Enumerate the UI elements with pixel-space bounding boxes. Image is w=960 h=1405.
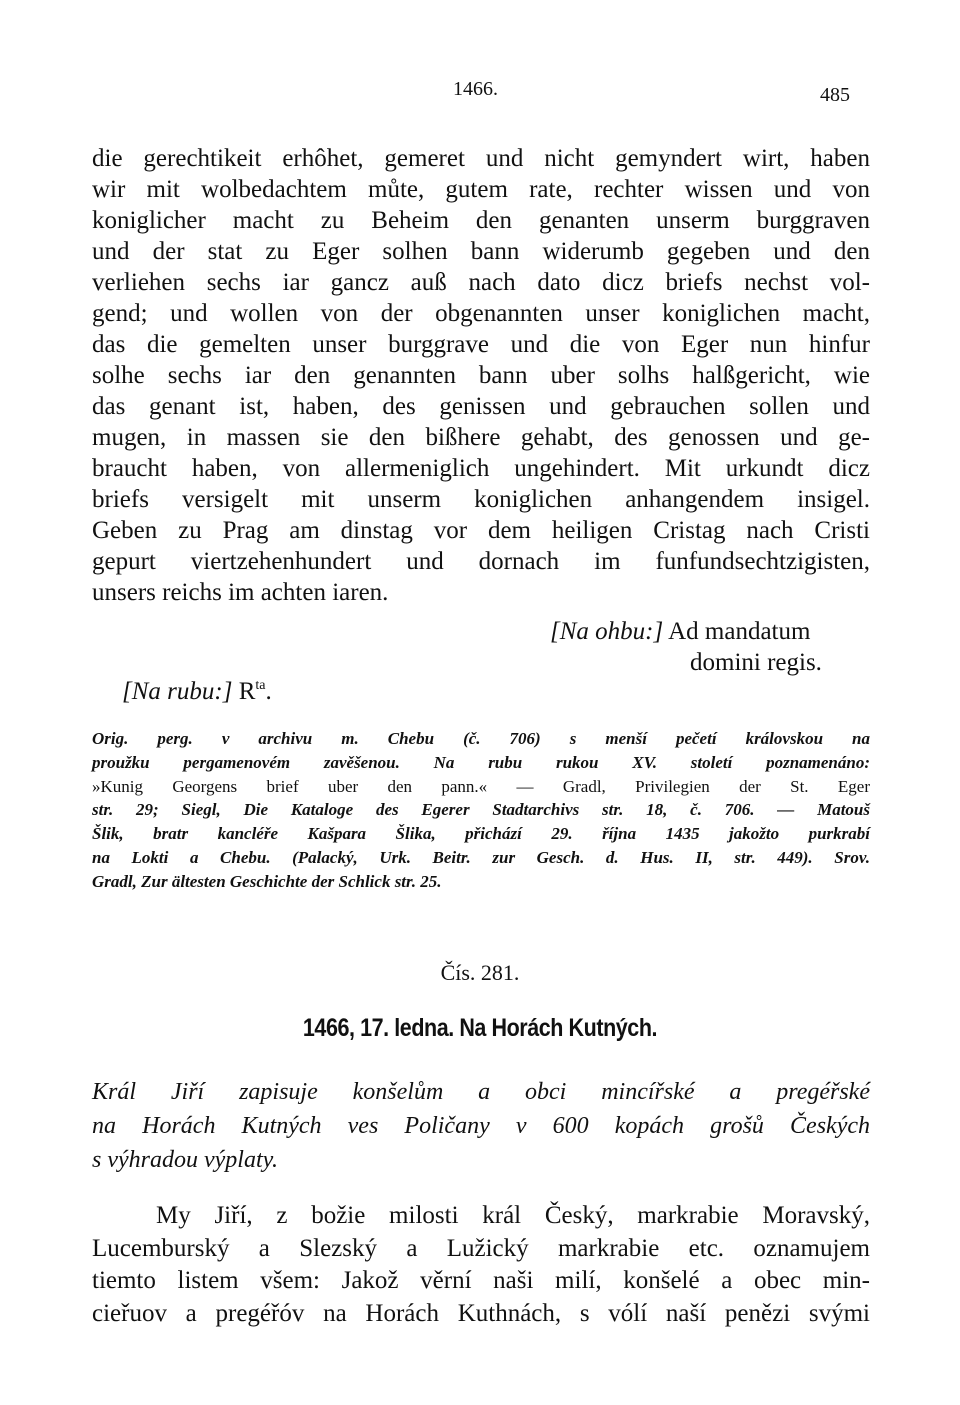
note-line: Orig. perg. v archivu m. Chebu (č. 706) s menší pečetí královskou na — [92, 729, 870, 748]
running-head-year: 1466. — [453, 78, 498, 100]
text-line: cieřuov a pregéřóv na Horách Kuthnách, s vólí naší penězi svými — [92, 1299, 870, 1327]
note-line: str. 29; Siegl, Die Kataloge des Egerer Stadtarchivs str. 18, č. 706. — Matouš — [92, 800, 870, 820]
regest — [92, 1075, 870, 1177]
note-line: Gradl, Zur ältesten Geschichte der Schlick str. 25. — [92, 871, 442, 891]
text-line: das genant ist, haben, des genissen und gebrauchen sollen und — [92, 393, 870, 420]
text-line: Geben zu Prag am dinstag vor dem heiligen Cristag nach Cristi — [92, 517, 870, 544]
regest-line: Král Jiří zapisuje konšelům a obci mincířské a pregéřské — [92, 1079, 870, 1105]
regest-line: s výhradou výplaty. — [92, 1147, 278, 1173]
text-line: gepurt viertzehenhundert und dornach im funfundsechtzigisten, — [92, 548, 870, 575]
note-line: Šlik, bratr kancléře Kašpara Šlika, přichází 29. října 1435 jakožto purkrabí — [92, 824, 870, 844]
document-heading: 1466, 17. ledna. Na Horách Kutných. — [302, 1014, 658, 1042]
text-line: koniglicher macht zu Beheim den genanten unserm burggraven — [92, 207, 870, 234]
text-line: Lucemburský a Slezský a Lužický markrabie etc. oznamujem — [92, 1234, 870, 1262]
document-text — [92, 1200, 870, 1330]
page-number: 485 — [820, 84, 850, 106]
verso-text-1: Ad mandatum — [668, 618, 811, 645]
text-line: mugen, in massen sie den bißhere gehabt, des genossen und ge- — [92, 424, 870, 451]
charter-text — [92, 143, 870, 608]
text-line: und der stat zu Eger solhen bann widerumb gegeben und den — [92, 238, 870, 265]
recto-endorsement — [122, 676, 272, 707]
note-line: proužku pergamenovém zavěšenou. Na rubu rukou XV. století poznamenáno: — [92, 752, 870, 772]
note-line: »Kunig Georgens brief uber den pann.« — Gradl, Privilegien der St. Eger — [92, 776, 870, 796]
text-line: unsers reichs im achten iaren. — [92, 579, 389, 606]
text-line: briefs versigelt mit unserm koniglichen anhangendem insigel. — [92, 486, 870, 513]
recto-text: R — [238, 678, 256, 705]
text-line: wir mit wolbedachtem můte, gutem rate, rechter wissen und von — [92, 176, 870, 203]
verso-text-2: domini regis. — [690, 649, 822, 676]
text-line: gend; und wollen von der obgenannten unser koniglichen macht, — [92, 300, 870, 327]
document-number: Čís. 281. — [440, 960, 520, 985]
text-line: tiemto listem všem: Jakož věrní naši milí, konšelé a obec min- — [92, 1267, 870, 1294]
text-line: verliehen sechs iar gancz auß nach dato dicz briefs nechst vol- — [92, 269, 870, 296]
note-line: na Lokti a Chebu. (Palacký, Urk. Beitr. zur Gesch. d. Hus. II, str. 449). Srov. — [92, 847, 870, 867]
recto-superscript: ta — [255, 678, 266, 693]
text-line: das die gemelten unser burggrave und die von Eger nun hinfur — [92, 331, 870, 358]
verso-endorsement — [550, 616, 822, 678]
recto-label: [Na rubu:] — [122, 678, 233, 705]
verso-label: [Na ohbu:] — [550, 618, 664, 645]
text-line: braucht haben, von allermeniglich ungehindert. Mit urkundt dicz — [92, 455, 870, 482]
editorial-notes — [92, 727, 870, 894]
regest-line: na Horách Kutných ves Poličany v 600 kopách grošů Českých — [92, 1113, 870, 1139]
recto-end: . — [265, 678, 272, 705]
text-line: My Jiří, z božie milosti král Český, markrabie Moravský, — [156, 1202, 870, 1229]
text-line: solhe sechs iar den genannten bann uber solhs halßgericht, wie — [92, 362, 870, 389]
text-line: die gerechtikeit erhôhet, gemeret und nicht gemyndert wirt, haben — [92, 145, 870, 172]
running-head — [0, 78, 960, 108]
